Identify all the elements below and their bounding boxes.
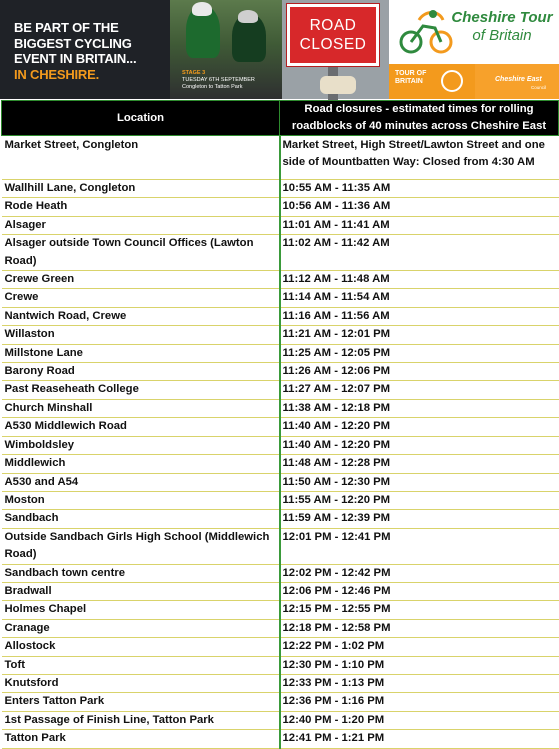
closure-time-cell: 11:01 AM - 11:41 AM — [280, 216, 559, 234]
location-cell: Middlewich — [2, 455, 280, 473]
table-row — [2, 601, 559, 619]
closure-time-cell: 12:06 PM - 12:46 PM — [280, 582, 559, 600]
table-row — [2, 326, 559, 344]
location-cell: A530 Middlewich Road — [2, 418, 280, 436]
closure-time-cell: 12:41 PM - 1:21 PM — [280, 730, 559, 748]
table-row — [2, 180, 559, 198]
wheel-icon — [441, 70, 463, 92]
location-cell: Crewe — [2, 289, 280, 307]
table-row — [2, 711, 559, 729]
table-row — [2, 399, 559, 417]
tour-of-britain-text — [395, 70, 426, 86]
cyclists-photo — [170, 0, 282, 99]
cheshire-tour-logo-panel — [389, 0, 559, 99]
closure-time-cell: 11:48 AM - 12:28 PM — [280, 455, 559, 473]
location-cell: Cranage — [2, 619, 280, 637]
tour-of-britain-line: BRITAIN — [395, 78, 423, 85]
location-cell: Knutsford — [2, 674, 280, 692]
closure-time-cell: 11:40 AM - 12:20 PM — [280, 418, 559, 436]
location-cell: Sandbach — [2, 510, 280, 528]
road-closures-table — [1, 100, 559, 749]
closure-time-cell: 11:55 AM - 12:20 PM — [280, 491, 559, 509]
location-cell: Millstone Lane — [2, 344, 280, 362]
closure-time-cell: 11:50 AM - 12:30 PM — [280, 473, 559, 491]
table-row — [2, 582, 559, 600]
promo-line-highlight: IN CHESHIRE. — [14, 66, 100, 82]
closure-time-cell: 12:01 PM - 12:41 PM — [280, 528, 559, 564]
stage-date: TUESDAY 6TH SEPTEMBER — [182, 77, 255, 83]
closure-time-cell: 11:26 AM - 12:06 PM — [280, 363, 559, 381]
table-row — [2, 216, 559, 234]
banner — [0, 0, 559, 99]
road-closed-photo — [282, 0, 389, 99]
table-row — [2, 564, 559, 582]
table-row — [2, 674, 559, 692]
table-row — [2, 235, 559, 271]
table-header-row — [2, 101, 559, 136]
table-row — [2, 344, 559, 362]
sign-text: CLOSED — [299, 36, 367, 53]
stage-route: Congleton to Tatton Park — [182, 84, 243, 90]
table-row — [2, 307, 559, 325]
cheshire-tour-logo — [389, 0, 559, 64]
closure-time-cell: 12:02 PM - 12:42 PM — [280, 564, 559, 582]
closure-time-cell: 11:25 AM - 12:05 PM — [280, 344, 559, 362]
table-row — [2, 730, 559, 748]
council-word: Council — [531, 85, 547, 90]
location-cell: Barony Road — [2, 363, 280, 381]
promo-line: BE PART OF THE — [14, 20, 119, 35]
closure-time-cell: 11:21 AM - 12:01 PM — [280, 326, 559, 344]
time-header: Road closures - estimated times for rolling roadblocks of 40 minutes across Cheshire East — [280, 101, 559, 136]
location-cell: Moston — [2, 491, 280, 509]
table-row — [2, 363, 559, 381]
promo-panel — [0, 0, 170, 99]
table-row — [2, 455, 559, 473]
closure-time-cell: 12:30 PM - 1:10 PM — [280, 656, 559, 674]
location-cell: 1st Passage of Finish Line, Tatton Park — [2, 711, 280, 729]
table-row — [2, 619, 559, 637]
promo-line: EVENT IN BRITAIN... — [14, 51, 137, 66]
location-cell: Sandbach town centre — [2, 564, 280, 582]
closure-time-cell: 12:33 PM - 1:13 PM — [280, 674, 559, 692]
table-row — [2, 491, 559, 509]
location-cell: A530 and A54 — [2, 473, 280, 491]
table-row — [2, 473, 559, 491]
location-cell: Alsager — [2, 216, 280, 234]
location-cell: Crewe Green — [2, 271, 280, 289]
closure-time-cell: 12:36 PM - 1:16 PM — [280, 693, 559, 711]
location-cell: Willaston — [2, 326, 280, 344]
closure-time-cell: 11:12 AM - 11:48 AM — [280, 271, 559, 289]
closure-time-cell: 12:22 PM - 1:02 PM — [280, 638, 559, 656]
location-cell: Wimboldsley — [2, 436, 280, 454]
closure-time-cell: 12:40 PM - 1:20 PM — [280, 711, 559, 729]
location-cell: Enters Tatton Park — [2, 693, 280, 711]
location-cell: Church Minshall — [2, 399, 280, 417]
location-cell: Wallhill Lane, Congleton — [2, 180, 280, 198]
closure-time-cell: 11:40 AM - 12:20 PM — [280, 436, 559, 454]
table-row — [2, 289, 559, 307]
tour-of-britain-line: TOUR OF — [395, 70, 427, 77]
closure-time-cell: 10:56 AM - 11:36 AM — [280, 198, 559, 216]
stage-caption — [182, 70, 255, 91]
sandbag — [320, 76, 356, 94]
location-cell: Outside Sandbach Girls High School (Middlewich Road) — [2, 528, 280, 564]
rider-helmet — [238, 10, 258, 23]
table-row — [2, 198, 559, 216]
location-cell: Rode Heath — [2, 198, 280, 216]
table-row — [2, 271, 559, 289]
location-cell: Market Street, Congleton — [2, 136, 280, 180]
table-row — [2, 656, 559, 674]
tour-of-britain-logo — [389, 64, 475, 99]
road-closed-sign — [287, 4, 379, 66]
location-cell: Bradwall — [2, 582, 280, 600]
table-row — [2, 528, 559, 564]
closure-time-cell: 10:55 AM - 11:35 AM — [280, 180, 559, 198]
location-header: Location — [2, 101, 280, 136]
cheshire-title: Cheshire Tour — [451, 9, 553, 26]
closure-time-cell: 12:18 PM - 12:58 PM — [280, 619, 559, 637]
closure-time-cell: 11:02 AM - 11:42 AM — [280, 235, 559, 271]
location-cell: Nantwich Road, Crewe — [2, 307, 280, 325]
table-row — [2, 136, 559, 180]
table-row — [2, 693, 559, 711]
location-cell: Tatton Park — [2, 730, 280, 748]
closure-time-cell: 11:59 AM - 12:39 PM — [280, 510, 559, 528]
promo-line: BIGGEST CYCLING — [14, 35, 132, 51]
closure-time-cell: 11:38 AM - 12:18 PM — [280, 399, 559, 417]
council-name: Cheshire East — [495, 76, 542, 83]
table-row — [2, 381, 559, 399]
table-body — [2, 136, 559, 749]
closure-time-cell: 11:16 AM - 11:56 AM — [280, 307, 559, 325]
closure-time-cell: 11:14 AM - 11:54 AM — [280, 289, 559, 307]
table-row — [2, 436, 559, 454]
location-cell: Past Reaseheath College — [2, 381, 280, 399]
stage-label: STAGE 3 — [182, 70, 206, 76]
table-row — [2, 418, 559, 436]
location-cell: Holmes Chapel — [2, 601, 280, 619]
cheshire-subtitle: of Britain — [472, 27, 532, 44]
rider-helmet — [192, 2, 212, 16]
sign-text: ROAD — [309, 17, 357, 34]
closure-time-cell: 12:15 PM - 12:55 PM — [280, 601, 559, 619]
closure-time-cell: 11:27 AM - 12:07 PM — [280, 381, 559, 399]
table-row — [2, 638, 559, 656]
location-cell: Allostock — [2, 638, 280, 656]
closure-time-cell: Market Street, High Street/Lawton Street and one side of Mountbatten Way: Closed from 4:30 AM — [280, 136, 559, 180]
location-cell: Alsager outside Town Council Offices (Lawton Road) — [2, 235, 280, 271]
sponsor-strip — [389, 64, 559, 99]
table-row — [2, 510, 559, 528]
cheshire-east-council-logo — [475, 64, 559, 99]
location-cell: Toft — [2, 656, 280, 674]
